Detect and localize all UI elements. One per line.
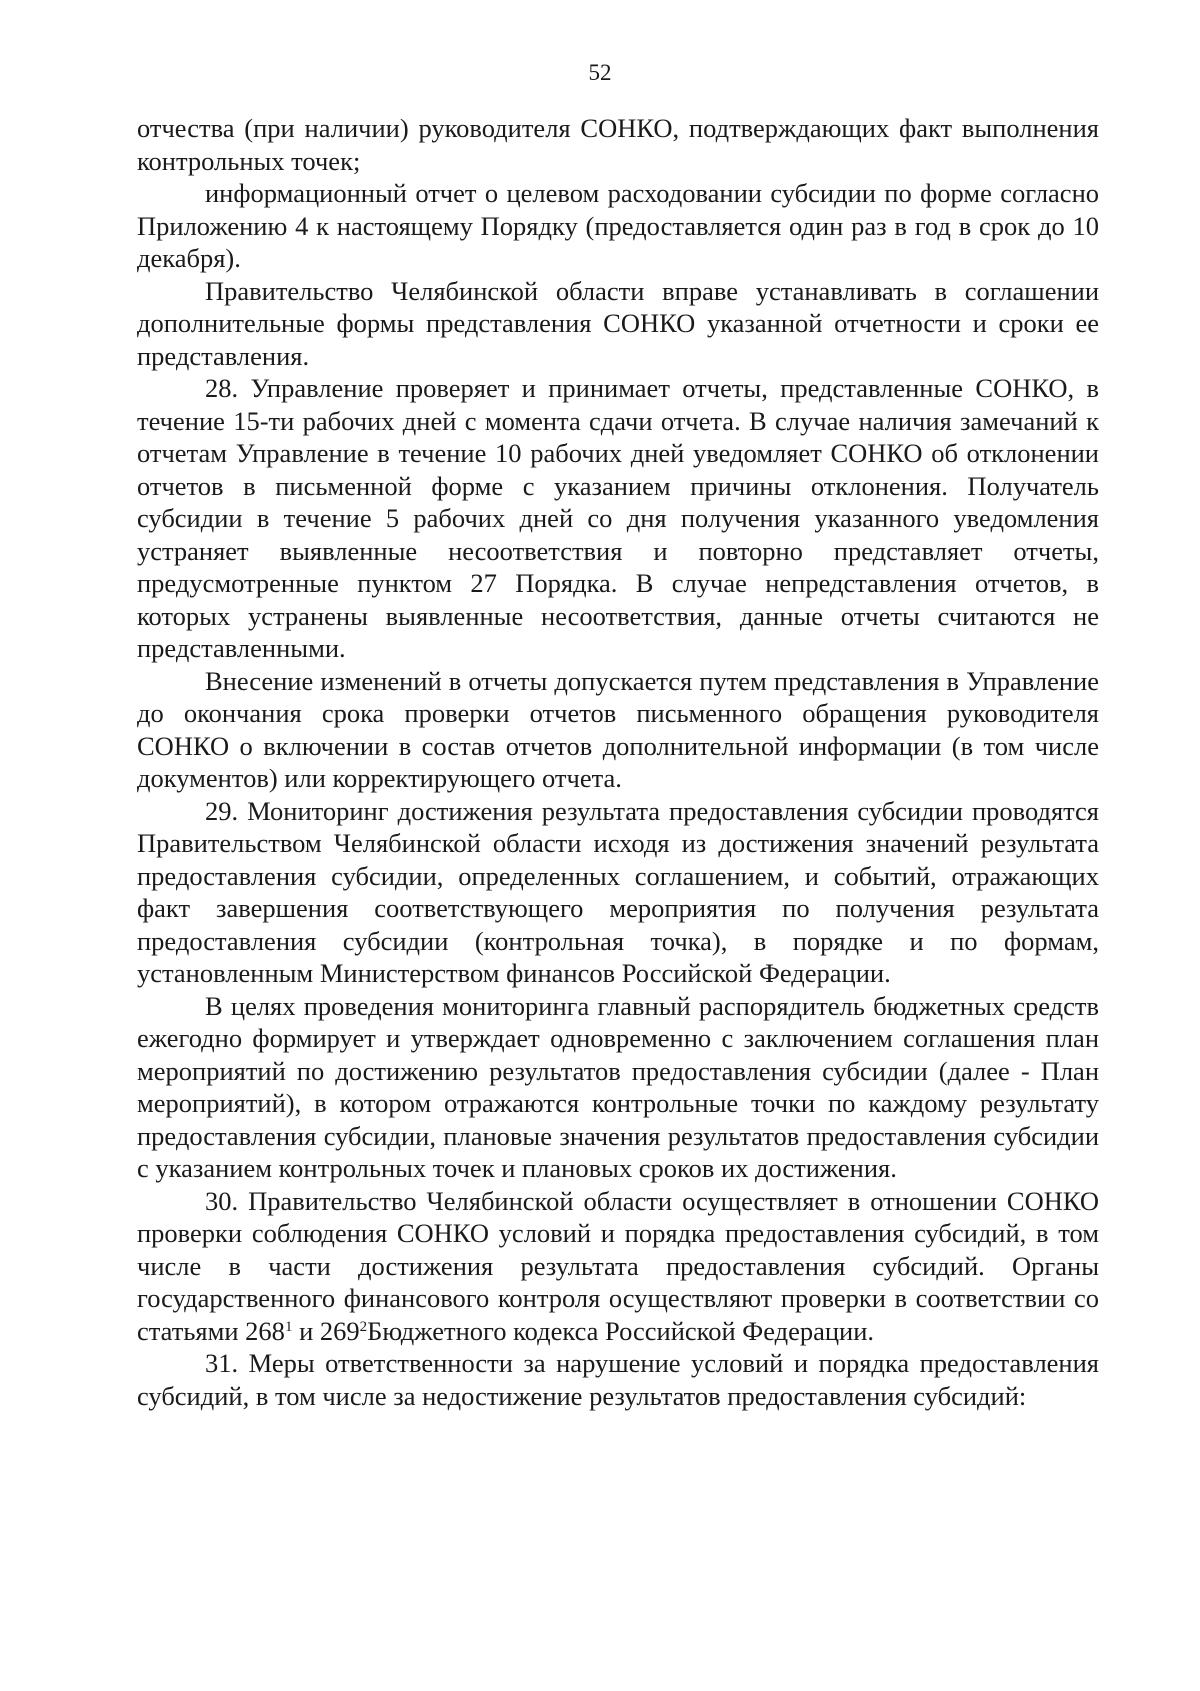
paragraph-clause-30 [137, 1185, 1099, 1348]
paragraph-additional-forms: Правительство Челябинской области вправе устанавливать в соглашении дополнительные формы представления СОНКО указанной отчетности и сроки ее представления. [137, 275, 1099, 371]
paragraph-clause-28: 28. Управление проверяет и принимает отчеты, представленные СОНКО, в течение 15-ти рабочих дней с момента сдачи отчета. В случае наличия замечаний к отчетам Управление в течение 10 рабочих дней уведомляет СОНКО об отклонении отчетов в письменной форме с указанием причины отклонения. Получатель субсидии в течение 5 рабочих дней со дня получения указанного уведомления устраняет выявленные несоответствия и повторно представляет отчеты, предусмотренные пунктом 27 Порядка. В случае непредставления отчетов, в которых устранены выявленные несоответствия, данные отчеты считаются не представленными. [137, 373, 1099, 663]
page-number: 52 [588, 60, 612, 85]
article-269-superscript: 2 [359, 1318, 368, 1335]
paragraph-info-report: информационный отчет о целевом расходовании субсидии по форме согласно Приложению 4 к настоящему Порядку (предоставляется один раз в год в срок до 10 декабря). [137, 178, 1099, 273]
paragraph-report-changes: Внесение изменений в отчеты допускается путем представления в Управление до окончания срока проверки отчетов письменного обращения руководителя СОНКО о включении в состав отчетов дополнительной информации (в том числе документов) или корректирующего отчета. [137, 665, 1099, 793]
clause-30-text-middle: и 269 [292, 1315, 360, 1346]
clause-30-text-before: 30. Правительство Челябинской области осуществляет в отношении СОНКО проверки соблюдения СОНКО условий и порядка предоставления субсидий, в том числе в части достижения результата предоставления субсидий. Органы государственного финансового контроля осуществляют проверки в соответствии со статьями 268 [137, 1185, 1099, 1346]
document-body [137, 112, 1099, 1412]
clause-30-text-after: Бюджетного кодекса Российской Федерации. [367, 1315, 875, 1346]
article-268-superscript: 1 [284, 1318, 293, 1335]
paragraph-clause-31: 31. Меры ответственности за нарушение условий и порядка предоставления субсидий, в том числе за недостижение результатов предоставления субсидий: [137, 1348, 1099, 1411]
paragraph-clause-29: 29. Мониторинг достижения результата предоставления субсидии проводятся Правительством Челябинской области исходя из достижения значений результата предоставления субсидии, определенных соглашением, и событий, отражающих факт завершения соответствующего мероприятия по получения результата предоставления субсидии (контрольная точка), в порядке и по формам, установленным Министерством финансов Российской Федерации. [137, 795, 1099, 988]
paragraph-reports-signature: отчества (при наличии) руководителя СОНКО, подтверждающих факт выполнения контрольных точек; [137, 113, 1099, 176]
paragraph-monitoring-plan: В целях проведения мониторинга главный распорядитель бюджетных средств ежегодно формирует и утверждает одновременно с заключением соглашения план мероприятий по достижению результатов предоставления субсидии (далее - План мероприятий), в котором отражаются контрольные точки по каждому результату предоставления субсидии, плановые значения результатов предоставления субсидии с указанием контрольных точек и плановых сроков их достижения. [137, 990, 1099, 1183]
